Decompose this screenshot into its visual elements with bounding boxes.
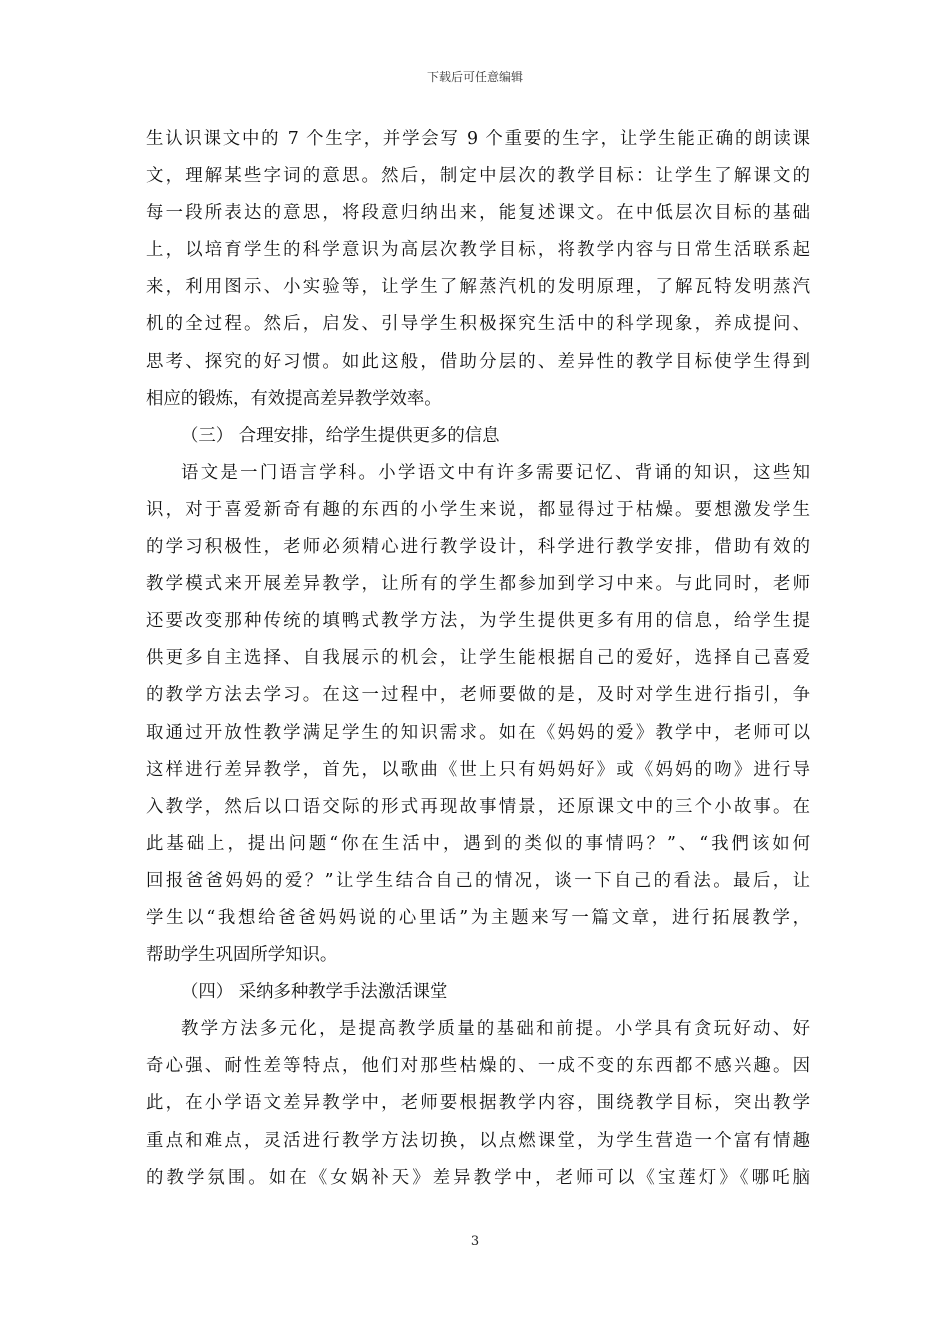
text-line: 的教学方法去学习。在这一过程中，老师要做的是，及时对学生进行指引，争 <box>146 685 810 706</box>
text-line: 上，以培育学生的科学意识为高层次教学目标，将教学内容与日常生活联系起 <box>146 240 810 261</box>
text-line: 奇心强、耐性差等特点，他们对那些枯燥的、一成不变的东西都不感兴趣。因 <box>146 1056 810 1077</box>
text-line: 语文是一门语言学科。小学语文中有许多需要记忆、背诵的知识，这些知 <box>181 462 810 483</box>
text-line: 回报爸爸妈妈的爱？”让学生结合自己的情况，谈一下自己的看法。最后，让 <box>146 870 810 891</box>
text-line: 文，理解某些字词的意思。然后，制定中层次的教学目标：让学生了解课文的 <box>146 166 810 187</box>
text-line: 帮助学生巩固所学知识。 <box>146 945 338 966</box>
text-line: 学生以“我想给爸爸妈妈说的心里话”为主题来写一篇文章，进行拓展教学， <box>146 907 810 928</box>
text-line: 每一段所表达的意思，将段意归纳出来，能复述课文。在中低层次目标的基础 <box>146 203 810 224</box>
text-line: 的教学氛围。如在《女娲补天》差异教学中，老师可以《宝莲灯》《哪吒脑 <box>146 1167 810 1188</box>
text-line: 供更多自主选择、自我展示的机会，让学生能根据自己的爱好，选择自己喜爱 <box>146 648 810 669</box>
text-line: 生认识课文中的 7 个生字，并学会写 9 个重要的生字，让学生能正确的朗读课 <box>146 129 810 149</box>
text-line: 此，在小学语文差异教学中，老师要根据教学内容，围绕教学目标，突出教学 <box>146 1093 810 1114</box>
text-line: 取通过开放性教学满足学生的知识需求。如在《妈妈的爱》教学中，老师可以 <box>146 722 810 743</box>
text-line: 思考、探究的好习惯。如此这般，借助分层的、差异性的教学目标使学生得到 <box>146 351 810 372</box>
text-line: 这样进行差异教学，首先，以歌曲《世上只有妈妈好》或《妈妈的吻》进行导 <box>146 759 810 780</box>
section-heading: （四） 采纳多种教学手法激活课堂 <box>181 982 448 1003</box>
text-line: 来，利用图示、小实验等，让学生了解蒸汽机的发明原理，了解瓦特发明蒸汽 <box>146 277 810 298</box>
text-line: 识，对于喜爱新奇有趣的东西的小学生来说，都显得过于枯燥。要想激发学生 <box>146 499 810 520</box>
text-line: 入教学，然后以口语交际的形式再现故事情景，还原课文中的三个小故事。在 <box>146 796 810 817</box>
text-line: 教学方法多元化，是提高教学质量的基础和前提。小学具有贪玩好动、好 <box>181 1019 810 1040</box>
text-line: 此基础上，提出问题“你在生活中，遇到的类似的事情吗？”、“我們该如何 <box>146 833 810 854</box>
text-line: 还要改变那种传统的填鸭式教学方法，为学生提供更多有用的信息，给学生提 <box>146 611 810 632</box>
page-number: 3 <box>470 1234 480 1249</box>
text-line: 教学模式来开展差异教学，让所有的学生都参加到学习中来。与此同时，老师 <box>146 574 810 595</box>
text-line: 机的全过程。然后，启发、引导学生积极探究生活中的科学现象，养成提问、 <box>146 314 810 335</box>
text-line: 相应的锻炼，有效提高差异教学效率。 <box>146 388 442 409</box>
text-line: 的学习积极性，老师必须精心进行教学设计，科学进行教学安排，借助有效的 <box>146 537 810 558</box>
page-header: 下载后可任意编辑 <box>426 70 523 84</box>
text-line: 重点和难点，灵活进行教学方法切换，以点燃课堂，为学生营造一个富有情趣 <box>146 1130 810 1151</box>
body-text <box>146 121 810 1197</box>
section-heading: （三） 合理安排，给学生提供更多的信息 <box>181 425 500 446</box>
